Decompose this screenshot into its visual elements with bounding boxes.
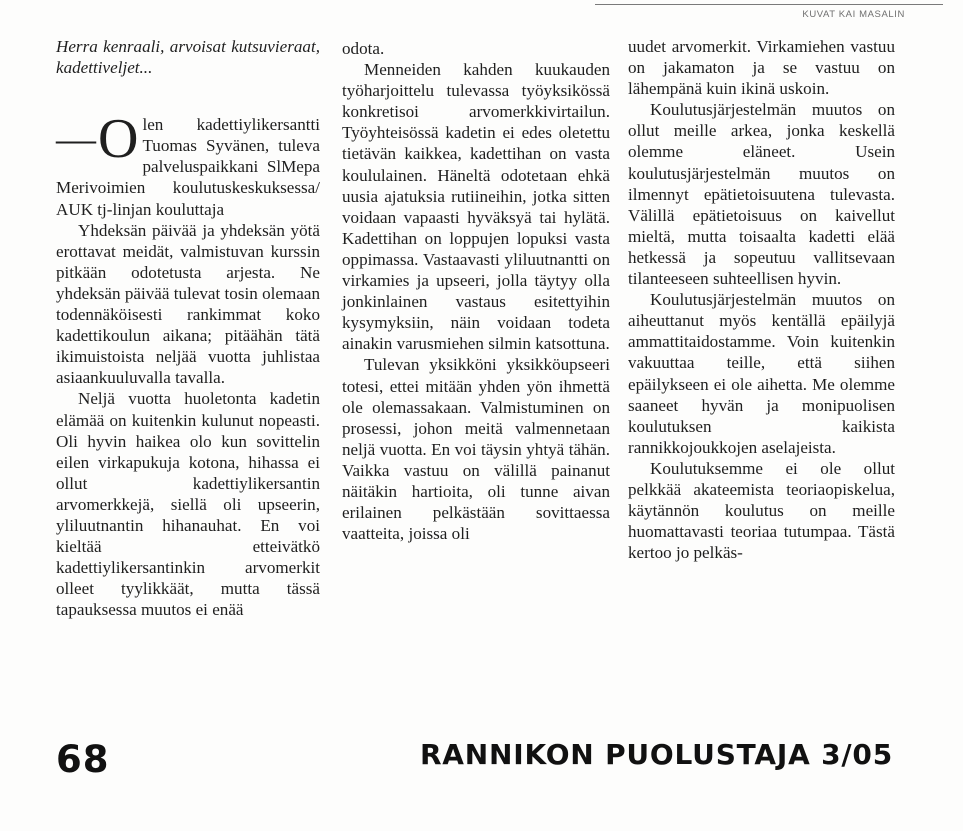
greeting: Herra kenraali, arvoisat kutsuvieraat, kadettiveljet... (56, 37, 320, 78)
paragraph: uudet arvomerkit. Virkamiehen vastuu on jakamaton ja se vastuu on lähempänä kuin ikinä uskoin. (628, 37, 895, 99)
paragraph: Koulutuksemme ei ole ollut pelkkää akateemista teoriaopiskelua, käytännön koulutus on meille huomattavasti teoriaa tutumpaa. Tästä kertoo jo pelkäs- (628, 458, 895, 563)
dropcap-letter: O (98, 108, 139, 171)
photo-credit: KUVAT KAI MASALIN (802, 9, 905, 20)
paragraph: Menneiden kahden kuukauden työharjoittelu tulevassa työyksikössä konkretisoi arvomerkkivirtailun. Työyhteisössä kadetin ei edes oletettu tietävän kaikkea, kadettihan on vasta koululainen. Häneltä odotetaan ehkä uusia ajatuksia rutiineihin, jotka sitten voidaan vapaasti hyväksyä tai hylätä. Kadettihan on loppujen lopuksi vasta oppimassa. Vastaavasti yliluutnantti on virkamies ja upseeri, jolla täytyy olla jonkinlainen vastaus esitettyihin kysymyksiin, näin voidaan todeta ainakin varusmiehen silmin katsottuna. (342, 60, 610, 354)
column-1 (56, 36, 320, 701)
paragraph: Tulevan yksikköni yksikköupseeri totesi, ettei mitään yhden yön ihmettä ole olemassakaan. Valmistuminen on prosessi, johon meitä valmennetaan neljä vuotta. En voi täysin yhtyä tähän. Vaikka vastuu on välillä painanut näitäkin hartioita, oli tunne aivan erilainen pelkästään sovittaessa vaatteita, joissa oli (342, 355, 610, 544)
paragraph: Neljä vuotta huoletonta kadetin elämää on kuitenkin kulunut nopeasti. Oli hyvin haikea olo kun sovittelin eilen virkapukuja kotona, hihassa ei ollut kadettiylikersantin arvomerkkejä, siellä oli upseerin, yliluutnantin hihanauhat. En voi kieltää etteivätkö kadettiylikersantinkin arvomerkit olleet tyylikkäät, mutta tässä tapauksessa muutos ei enää (56, 389, 320, 620)
lead-text: len kadettiylikersantti Tuomas Syvänen, tuleva palveluspaikkani SlMepa Merivoimien koulutuskeskuksessa/ AUK tj-linjan kouluttaja (56, 115, 320, 219)
paragraph: odota. (342, 39, 385, 58)
header-rule (595, 4, 943, 5)
lead-paragraph (56, 108, 320, 219)
lead-dash: — (56, 116, 96, 162)
column-3 (628, 36, 895, 701)
paragraph: Koulutusjärjestelmän muutos on ollut meille arkea, jonka keskellä olemme eläneet. Usein koulutusjärjestelmän muutos on ilmennyt epätietoisuutena tulevasta. Välillä epätietoisuus on kaivellut mieltä, mutta toisaalta kadetti elää hetkessä ja sopeutuu vallitsevaan tilanteeseen suhteellisen hyvin. (628, 100, 895, 289)
page-number: 68 (56, 738, 110, 781)
column-2 (342, 38, 610, 703)
paragraph: Yhdeksän päivää ja yhdeksän yötä erottavat meidät, valmistuvan kurssin pitkään odotetusta arjesta. Ne yhdeksän päivää tulevat tosin olemaan todennäköisesti rankimmat koko kadettikoulun aikana; pitäähän tätä ikimuistoista neljää vuotta juhlistaa asiaankuuluvalla tavalla. (56, 220, 320, 388)
magazine-title: RANNIKON PUOLUSTAJA 3/05 (419, 738, 893, 771)
paragraph: Koulutusjärjestelmän muutos on aiheuttanut myös kentällä epäilyjä ammattitaidostamme. Voin kuitenkin vakuuttaa teille, että siihen epäilykseen ei ole aihetta. Me olemme saaneet hyvän ja monipuolisen koulutuksen kaikista rannikkojoukkojen aselajeista. (628, 290, 895, 457)
